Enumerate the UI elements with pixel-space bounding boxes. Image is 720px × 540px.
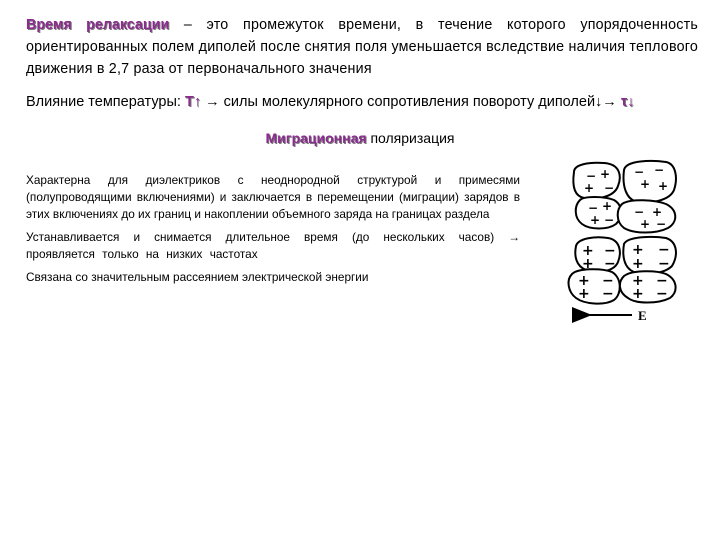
minus-sign: − xyxy=(656,217,667,231)
minus-sign: − xyxy=(604,256,616,272)
minus-sign: − xyxy=(656,273,668,289)
plus-sign: + xyxy=(640,217,651,231)
minus-sign: − xyxy=(586,169,597,183)
minus-sign: − xyxy=(604,213,615,227)
migration-paragraph-3: Связана со значительным рассеянием электрической энергии xyxy=(26,270,369,284)
minus-sign: − xyxy=(588,201,599,215)
relaxation-definition xyxy=(26,14,698,80)
plus-sign: + xyxy=(640,177,651,191)
minus-sign: − xyxy=(656,286,668,302)
relaxation-text: – это промежуток времени, в течение которого упорядоченность ориентированных полем диполей после снятия поля уменьшается вследствие наличия теплового движения в 2,7 раза от первоначального значения xyxy=(26,17,699,77)
temperature-label: Влияние температуры: xyxy=(26,94,185,110)
migration-paragraph-1: Характерна для диэлектриков с неоднородной структурой и примесями (полупроводящими включениями) и заключается в перемещении (миграции) зарядов в этих включениях до их границ и накоплении объемного заряда на границах раздела xyxy=(26,173,520,221)
minus-sign: − xyxy=(658,242,670,258)
plus-sign: + xyxy=(602,199,613,213)
plus-sign: + xyxy=(584,181,595,195)
plus-sign: + xyxy=(590,213,601,227)
tau-down: τ↓ xyxy=(620,94,635,110)
plus-sign: + xyxy=(582,243,594,259)
minus-sign: − xyxy=(604,243,616,259)
migration-heading xyxy=(0,130,720,146)
field-label: E xyxy=(638,308,647,323)
plus-sign: + xyxy=(600,167,611,181)
plus-sign: + xyxy=(578,286,590,302)
minus-sign: − xyxy=(604,181,615,195)
minus-sign: − xyxy=(634,165,645,179)
minus-sign: − xyxy=(602,286,614,302)
minus-sign: − xyxy=(602,273,614,289)
relaxation-term: Время релаксации xyxy=(26,17,170,33)
plus-sign: + xyxy=(652,205,663,219)
plus-sign: + xyxy=(632,242,644,258)
minus-sign: − xyxy=(654,163,665,177)
plus-sign: + xyxy=(578,273,590,289)
minus-sign: − xyxy=(634,205,645,219)
plus-sign: + xyxy=(658,179,669,193)
migration-heading-rest: поляризация xyxy=(366,130,455,146)
migration-description xyxy=(26,172,520,292)
migration-paragraph-2: Устанавливается и снимается длительное время (до нескольких часов) → проявляется только на низких частотах xyxy=(26,230,520,261)
plus-sign: + xyxy=(582,256,594,272)
minus-sign: − xyxy=(658,256,670,272)
temperature-up: T↑ xyxy=(184,94,202,110)
plus-sign: + xyxy=(632,273,644,289)
plus-sign: + xyxy=(632,286,644,302)
migration-heading-accent: Миграционная xyxy=(265,130,367,146)
plus-sign: + xyxy=(632,256,644,272)
temperature-mid: → силы молекулярного сопротивления повороту диполей↓→ xyxy=(201,94,621,110)
migration-polarization-figure xyxy=(560,158,690,328)
temperature-influence xyxy=(26,92,706,112)
